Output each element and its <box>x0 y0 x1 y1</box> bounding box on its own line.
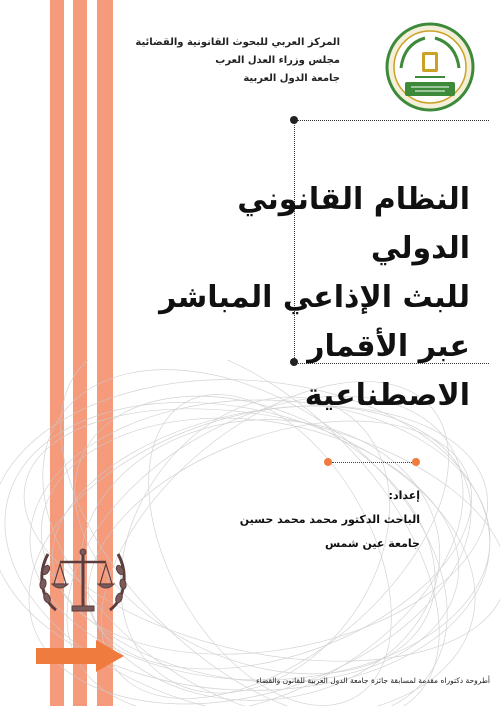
author-divider <box>332 462 412 463</box>
divider-dot-right <box>412 458 420 466</box>
header-line-council: مجلس وزراء العدل العرب <box>215 55 340 66</box>
document-title <box>140 175 470 420</box>
author-university: جامعة عين شمس <box>324 537 420 550</box>
header-line-league: جامعة الدول العربية <box>243 73 340 84</box>
header-line-center: المركز العربي للبحوث القانونية والقضائية <box>135 37 340 48</box>
title-line-2: للبث الإذاعي المباشر <box>159 280 470 315</box>
title-line-1: النظام القانوني الدولي <box>237 182 470 266</box>
author-label: إعداد: <box>388 489 420 502</box>
divider-dot-left <box>324 458 332 466</box>
arrow-right-icon <box>36 640 124 672</box>
header-organization <box>120 34 340 88</box>
author-block <box>220 484 420 556</box>
frame-dot-top <box>290 116 298 124</box>
title-line-3: عبر الأقمار الاصطناعية <box>304 329 470 413</box>
scales-of-justice-icon <box>34 540 132 620</box>
seal-logo-icon <box>385 22 475 112</box>
author-name: الباحث الدكتور محمد محمد حسين <box>239 513 420 526</box>
footer-note: أطروحة دكتوراه مقدمة لمسابقة جائزة جامعة الدول العربية للقانون والقضاء <box>256 676 490 685</box>
